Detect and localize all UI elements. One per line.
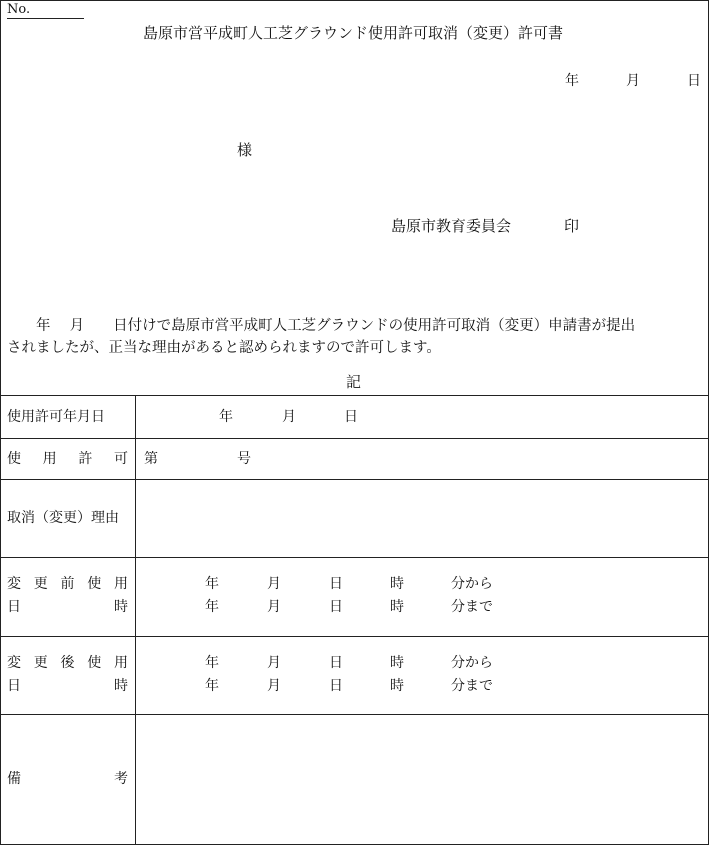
before-to-month: 月 <box>267 599 281 615</box>
after-label-char: 更 <box>33 655 48 671</box>
before-label-char: 使 <box>87 576 102 592</box>
row-divider-3 <box>0 557 709 558</box>
after-label-top <box>7 655 128 671</box>
after-label-char: 時 <box>114 678 128 694</box>
row-divider-5 <box>0 714 709 715</box>
remarks-label <box>7 771 128 787</box>
before-label-char: 時 <box>114 599 128 615</box>
after-label-char: 使 <box>87 655 102 671</box>
issue-date-month: 月 <box>626 73 640 89</box>
document-title: 島原市営平成町人工芝グラウンド使用許可取消（変更）許可書 <box>143 24 564 42</box>
before-to-hour: 時 <box>390 599 404 615</box>
number-label: No. <box>7 2 31 17</box>
reason-label: 取消（変更）理由 <box>7 510 119 526</box>
body-paragraph <box>7 315 703 359</box>
after-label-char: 変 <box>7 655 21 671</box>
after-label-char: 日 <box>7 678 21 694</box>
row-divider-2 <box>0 479 709 480</box>
permit-label-char: 使 <box>7 451 21 467</box>
row-divider-4 <box>0 636 709 637</box>
before-label-char: 更 <box>33 576 48 592</box>
issuer-name: 島原市教育委員会 <box>391 217 512 235</box>
before-from-hour: 時 <box>390 576 404 592</box>
recipient-suffix: 様 <box>237 141 253 159</box>
permit-label-char: 可 <box>113 451 128 467</box>
after-from-month: 月 <box>267 655 281 671</box>
permit-label-char: 用 <box>42 451 57 467</box>
after-to-year: 年 <box>205 678 219 694</box>
permit-date-year: 年 <box>219 409 233 425</box>
after-from-year: 年 <box>205 655 219 671</box>
before-to-day: 日 <box>329 599 343 615</box>
label-column-divider <box>135 395 136 845</box>
remarks-label-char: 考 <box>114 771 128 787</box>
row-divider-1 <box>0 438 709 439</box>
table-top-border <box>0 395 709 396</box>
before-label-char: 用 <box>114 576 128 592</box>
permit-date-day: 日 <box>344 409 358 425</box>
after-to-month: 月 <box>267 678 281 694</box>
permit-number-prefix: 第 <box>144 451 158 467</box>
after-label-char: 後 <box>60 655 75 671</box>
before-from-minute: 分から <box>451 576 493 592</box>
number-blank-line <box>7 18 84 19</box>
after-label-char: 用 <box>114 655 128 671</box>
before-label-char: 変 <box>7 576 21 592</box>
permit-number-suffix: 号 <box>237 451 251 467</box>
permit-label <box>7 451 128 467</box>
permit-label-char: 許 <box>78 451 93 467</box>
seal-mark: 印 <box>564 217 580 235</box>
permit-date-label: 使用許可年月日 <box>7 409 105 425</box>
after-label-bottom <box>7 678 128 694</box>
after-from-day: 日 <box>329 655 343 671</box>
permit-date-month: 月 <box>282 409 296 425</box>
issue-date-day: 日 <box>687 73 701 89</box>
body-line-1: 年 月 日付けで島原市営平成町人工芝グラウンドの使用許可取消（変更）申請書が提出 <box>7 318 636 334</box>
after-to-day: 日 <box>329 678 343 694</box>
before-from-day: 日 <box>329 576 343 592</box>
body-line-2: されましたが、正当な理由があると認められますので許可します。 <box>7 340 441 356</box>
before-label-char: 日 <box>7 599 21 615</box>
before-from-year: 年 <box>205 576 219 592</box>
issue-date-year: 年 <box>565 73 579 89</box>
after-from-minute: 分から <box>451 655 493 671</box>
ki-heading: 記 <box>346 373 362 391</box>
before-to-year: 年 <box>205 599 219 615</box>
before-label-bottom <box>7 599 128 615</box>
before-from-month: 月 <box>267 576 281 592</box>
before-label-char: 前 <box>60 576 75 592</box>
before-to-minute: 分まで <box>451 599 493 615</box>
before-label-top <box>7 576 128 592</box>
after-to-hour: 時 <box>390 678 404 694</box>
remarks-label-char: 備 <box>7 771 21 787</box>
after-from-hour: 時 <box>390 655 404 671</box>
after-to-minute: 分まで <box>451 678 493 694</box>
